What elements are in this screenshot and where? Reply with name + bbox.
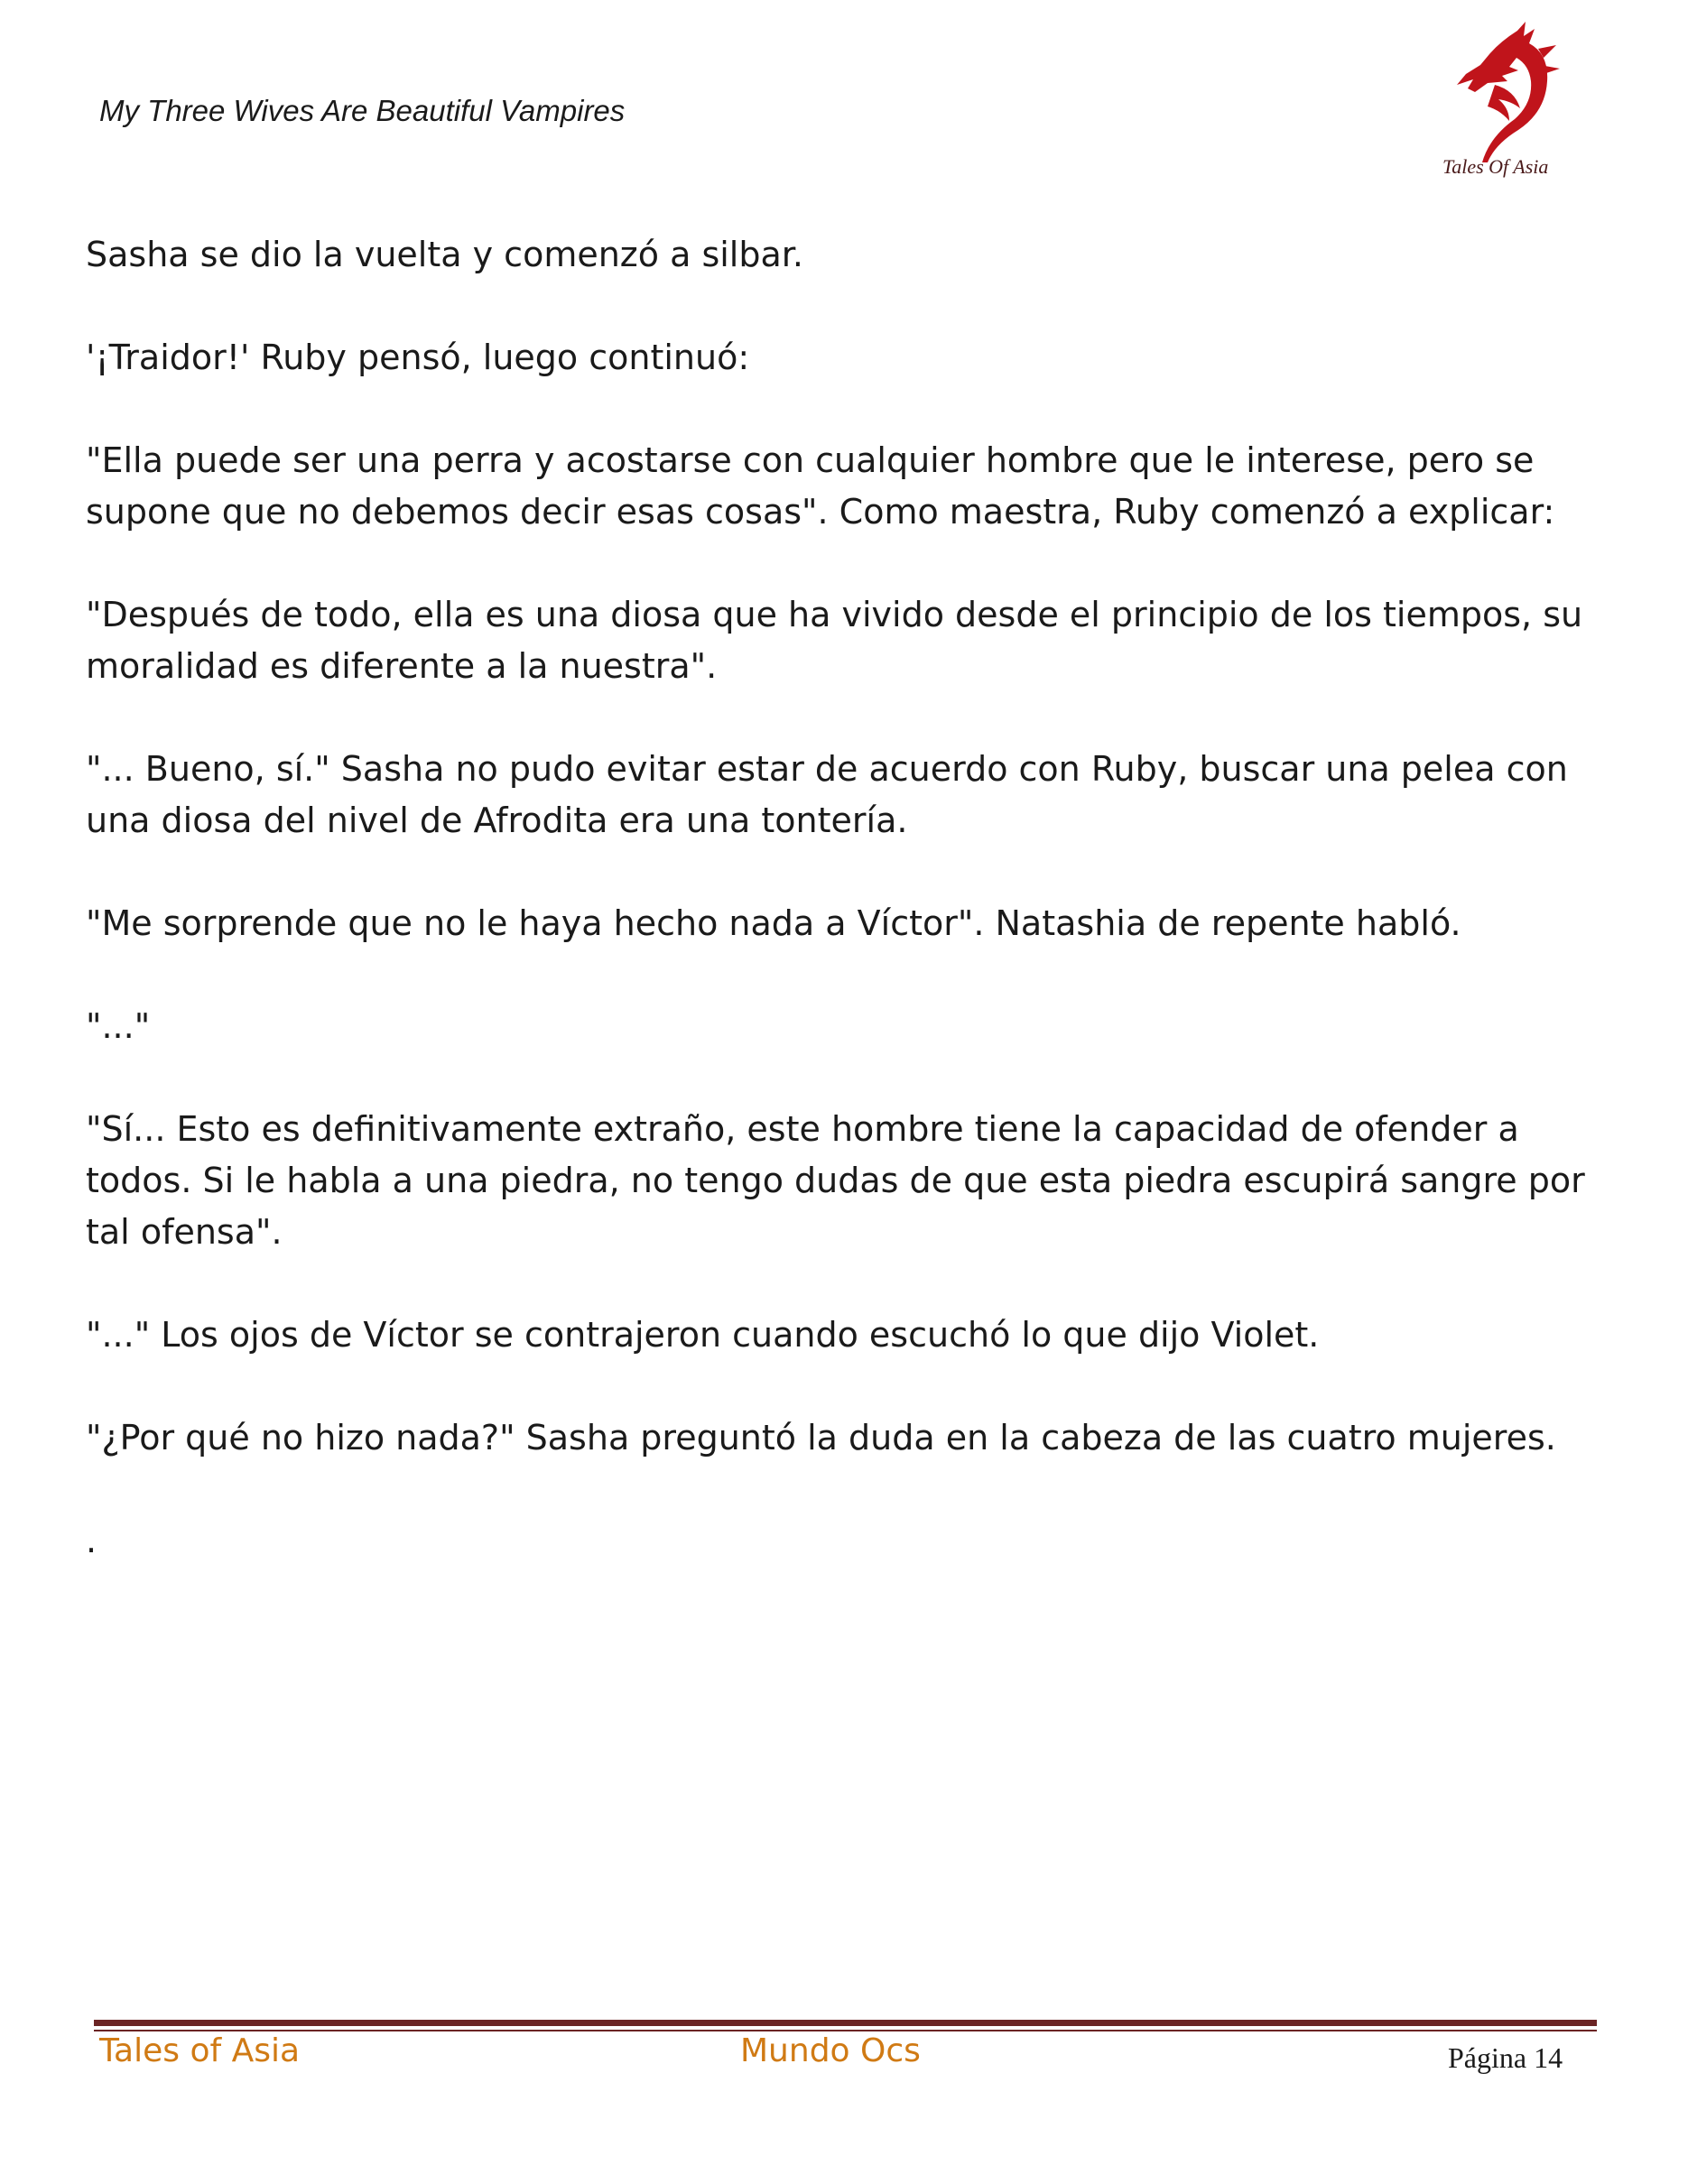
- document-header-title: My Three Wives Are Beautiful Vampires: [99, 94, 626, 127]
- paragraph: "...": [86, 1006, 151, 1046]
- paragraph: "... Bueno, sí." Sasha no pudo evitar estar de acuerdo con Ruby, buscar una pelea con una diosa del nivel de Afrodita era una tontería.: [86, 749, 1568, 840]
- paragraph: "Después de todo, ella es una diosa que ha vivido desde el principio de los tiempos, su moralidad es diferente a la nuestra".: [86, 595, 1583, 686]
- paragraph: Sasha se dio la vuelta y comenzó a silbar.: [86, 235, 803, 274]
- paragraph: "..." Los ojos de Víctor se contrajeron cuando escuchó lo que dijo Violet.: [86, 1315, 1320, 1355]
- paragraph: "Sí... Esto es definitivamente extraño, este hombre tiene la capacidad de ofender a todos. Si le habla a una piedra, no tengo dudas de que esta piedra escupirá sangre por tal ofensa".: [86, 1109, 1585, 1252]
- paragraph: .: [86, 1521, 97, 1560]
- footer-divider-thin: [94, 2030, 1597, 2031]
- footer-section-name: Mundo Ocs: [740, 2032, 921, 2069]
- paragraph: '¡Traidor!' Ruby pensó, luego continuó:: [86, 338, 750, 377]
- footer-site-name: Tales of Asia: [99, 2032, 301, 2069]
- logo-caption: Tales Of Asia: [1442, 155, 1549, 178]
- paragraph: "¿Por qué no hizo nada?" Sasha preguntó la duda en la cabeza de las cuatro mujeres.: [86, 1418, 1556, 1458]
- paragraph: "Ella puede ser una perra y acostarse con cualquier hombre que le interese, pero se supone que no debemos decir esas cosas". Como maestra, Ruby comenzó a explicar:: [86, 440, 1555, 532]
- footer-divider-thick: [94, 2020, 1597, 2026]
- document-body: [86, 229, 1620, 1618]
- page-number: Página 14: [1448, 2041, 1563, 2074]
- paragraph: "Me sorprende que no le haya hecho nada a Víctor". Natashia de repente habló.: [86, 903, 1461, 943]
